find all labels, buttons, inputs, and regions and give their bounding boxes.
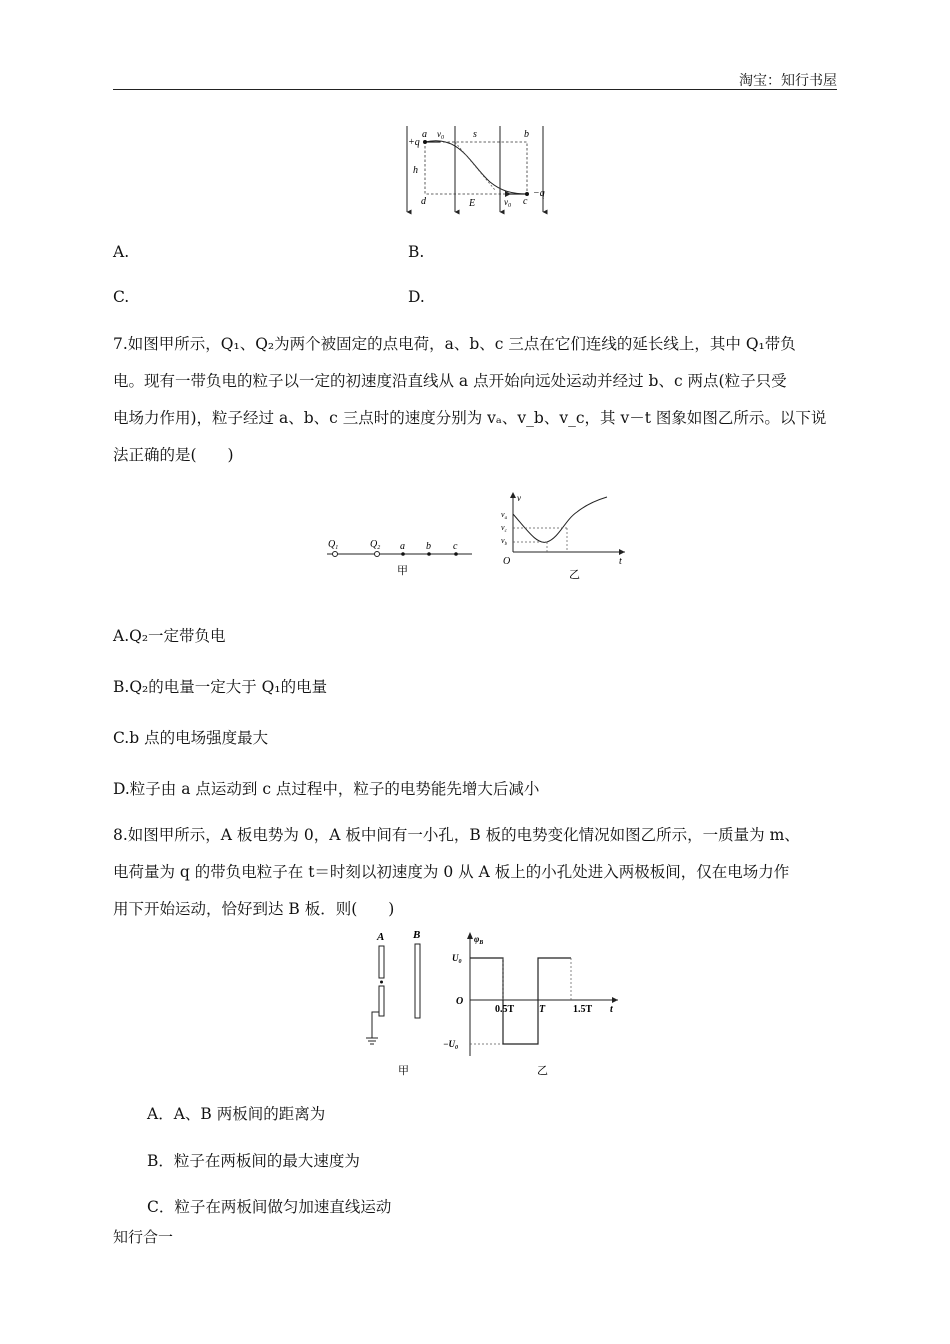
hole-particle — [380, 981, 383, 984]
q6-field-figure — [400, 124, 550, 216]
label-o: O — [456, 996, 464, 1007]
label-E: E — [469, 198, 476, 209]
q8-option-a: A．A、B 两板间的距离为 — [147, 1105, 326, 1123]
caption-jia: 甲 — [397, 565, 408, 577]
label-v: v — [517, 493, 521, 503]
q7-option-d: D.粒子由 a 点运动到 c 点过程中，粒子的电势能先增大后减小 — [113, 780, 540, 798]
label-B: B — [413, 929, 421, 941]
label-c: c — [523, 196, 528, 207]
label-a: a — [422, 129, 427, 140]
q7-stem-line: 法正确的是( ) — [113, 446, 234, 464]
label-vb: $v_b$ — [501, 536, 508, 547]
caption-jia: 甲 — [398, 1065, 409, 1077]
q8-stem — [113, 817, 837, 928]
q7-stem — [113, 326, 837, 474]
label-o: O — [503, 556, 511, 567]
q7-figure-jia — [322, 532, 482, 580]
q8-stem-line: 电荷量为 q 的带负电粒子在 t＝时刻以初速度为 0 从 A 板上的小孔处进入两极板间，仅在电场力作 — [113, 863, 790, 881]
vt-curve — [513, 497, 607, 542]
q8-figure-jia — [362, 926, 432, 1080]
caption-yi: 乙 — [569, 569, 580, 581]
footer-text: 知行合一 — [113, 1228, 174, 1246]
label-h: h — [413, 165, 418, 176]
label-t15: 1.5T — [573, 1004, 593, 1015]
label-t: t — [619, 556, 622, 567]
header-divider — [113, 89, 837, 90]
potential-pulse — [470, 958, 571, 1044]
caption-yi: 乙 — [537, 1065, 548, 1077]
label-plus-q: +q — [408, 137, 420, 148]
label-b: b — [524, 129, 529, 140]
q8-stem-line: 8.如图甲所示，A 板电势为 0，A 板中间有一小孔，B 板的电势变化情况如图乙所示，一质量为 m、 — [113, 826, 800, 844]
label-t: t — [610, 1004, 613, 1015]
label-t05: 0.5T — [495, 1004, 515, 1015]
charge-q2 — [375, 552, 380, 557]
q7-stem-line: 电。现有一带负电的粒子以一定的初速度沿直线从 a 点开始向远处运动并经过 b、c 两点(粒子只受 — [113, 372, 787, 390]
q8-option-c: C．粒子在两板间做匀加速直线运动 — [147, 1198, 392, 1216]
label-vc: $v_c$ — [501, 523, 507, 534]
label-v0-bottom: $v_0$ — [504, 197, 511, 209]
label-c: c — [453, 541, 458, 552]
q7-option-a: A.Q₂一定带负电 — [113, 627, 226, 645]
label-va: $v_a$ — [501, 510, 508, 521]
q6-option-a: A. — [113, 243, 130, 261]
label-q2: $Q_2$ — [370, 539, 381, 551]
q8-figure-yi — [440, 928, 625, 1080]
label-u0: $U_0$ — [452, 953, 462, 965]
q7-figure-yi — [497, 490, 632, 582]
label-v0-top: $v_0$ — [437, 129, 444, 141]
q8-option-b: B．粒子在两板间的最大速度为 — [147, 1152, 360, 1170]
charge-q1 — [333, 552, 338, 557]
q8-stem-line: 用下开始运动，恰好到达 B 板．则( ) — [113, 900, 395, 918]
label-T: T — [539, 1004, 546, 1015]
q6-option-c: C. — [113, 288, 130, 306]
point-a — [401, 552, 405, 556]
label-q1: $Q_1$ — [328, 539, 339, 551]
label-a: a — [400, 541, 405, 552]
q7-stem-line: 7.如图甲所示，Q₁、Q₂为两个被固定的点电荷，a、b、c 三点在它们连线的延长线上，其中 Q₁带负 — [113, 335, 796, 353]
label-phi-b: $\varphi_B$ — [474, 934, 484, 946]
point-c — [454, 552, 458, 556]
label-neg-u0: $-U_0$ — [443, 1039, 458, 1051]
q6-option-b: B. — [408, 243, 425, 261]
plate-a-bottom — [379, 986, 384, 1016]
ground-wire — [372, 1012, 379, 1038]
label-d: d — [421, 196, 426, 207]
plate-a-top — [379, 946, 384, 978]
q7-stem-line: 电场力作用)，粒子经过 a、b、c 三点时的速度分别为 vₐ、v_b、v_c，其 v－t 图象如图乙所示。以下说 — [113, 409, 827, 427]
point-b — [427, 552, 431, 556]
label-s: s — [473, 129, 477, 140]
label-A: A — [377, 931, 385, 943]
label-b: b — [426, 541, 431, 552]
header-title: 淘宝：知行书屋 — [739, 73, 837, 89]
q7-option-b: B.Q₂的电量一定大于 Q₁的电量 — [113, 678, 328, 696]
q7-option-c: C.b 点的电场强度最大 — [113, 729, 269, 747]
q6-option-d: D. — [408, 288, 425, 306]
point-a — [423, 140, 427, 144]
label-minus-q: −q — [533, 188, 545, 199]
plate-b — [415, 944, 420, 1018]
dashed-rectangle — [425, 142, 527, 194]
